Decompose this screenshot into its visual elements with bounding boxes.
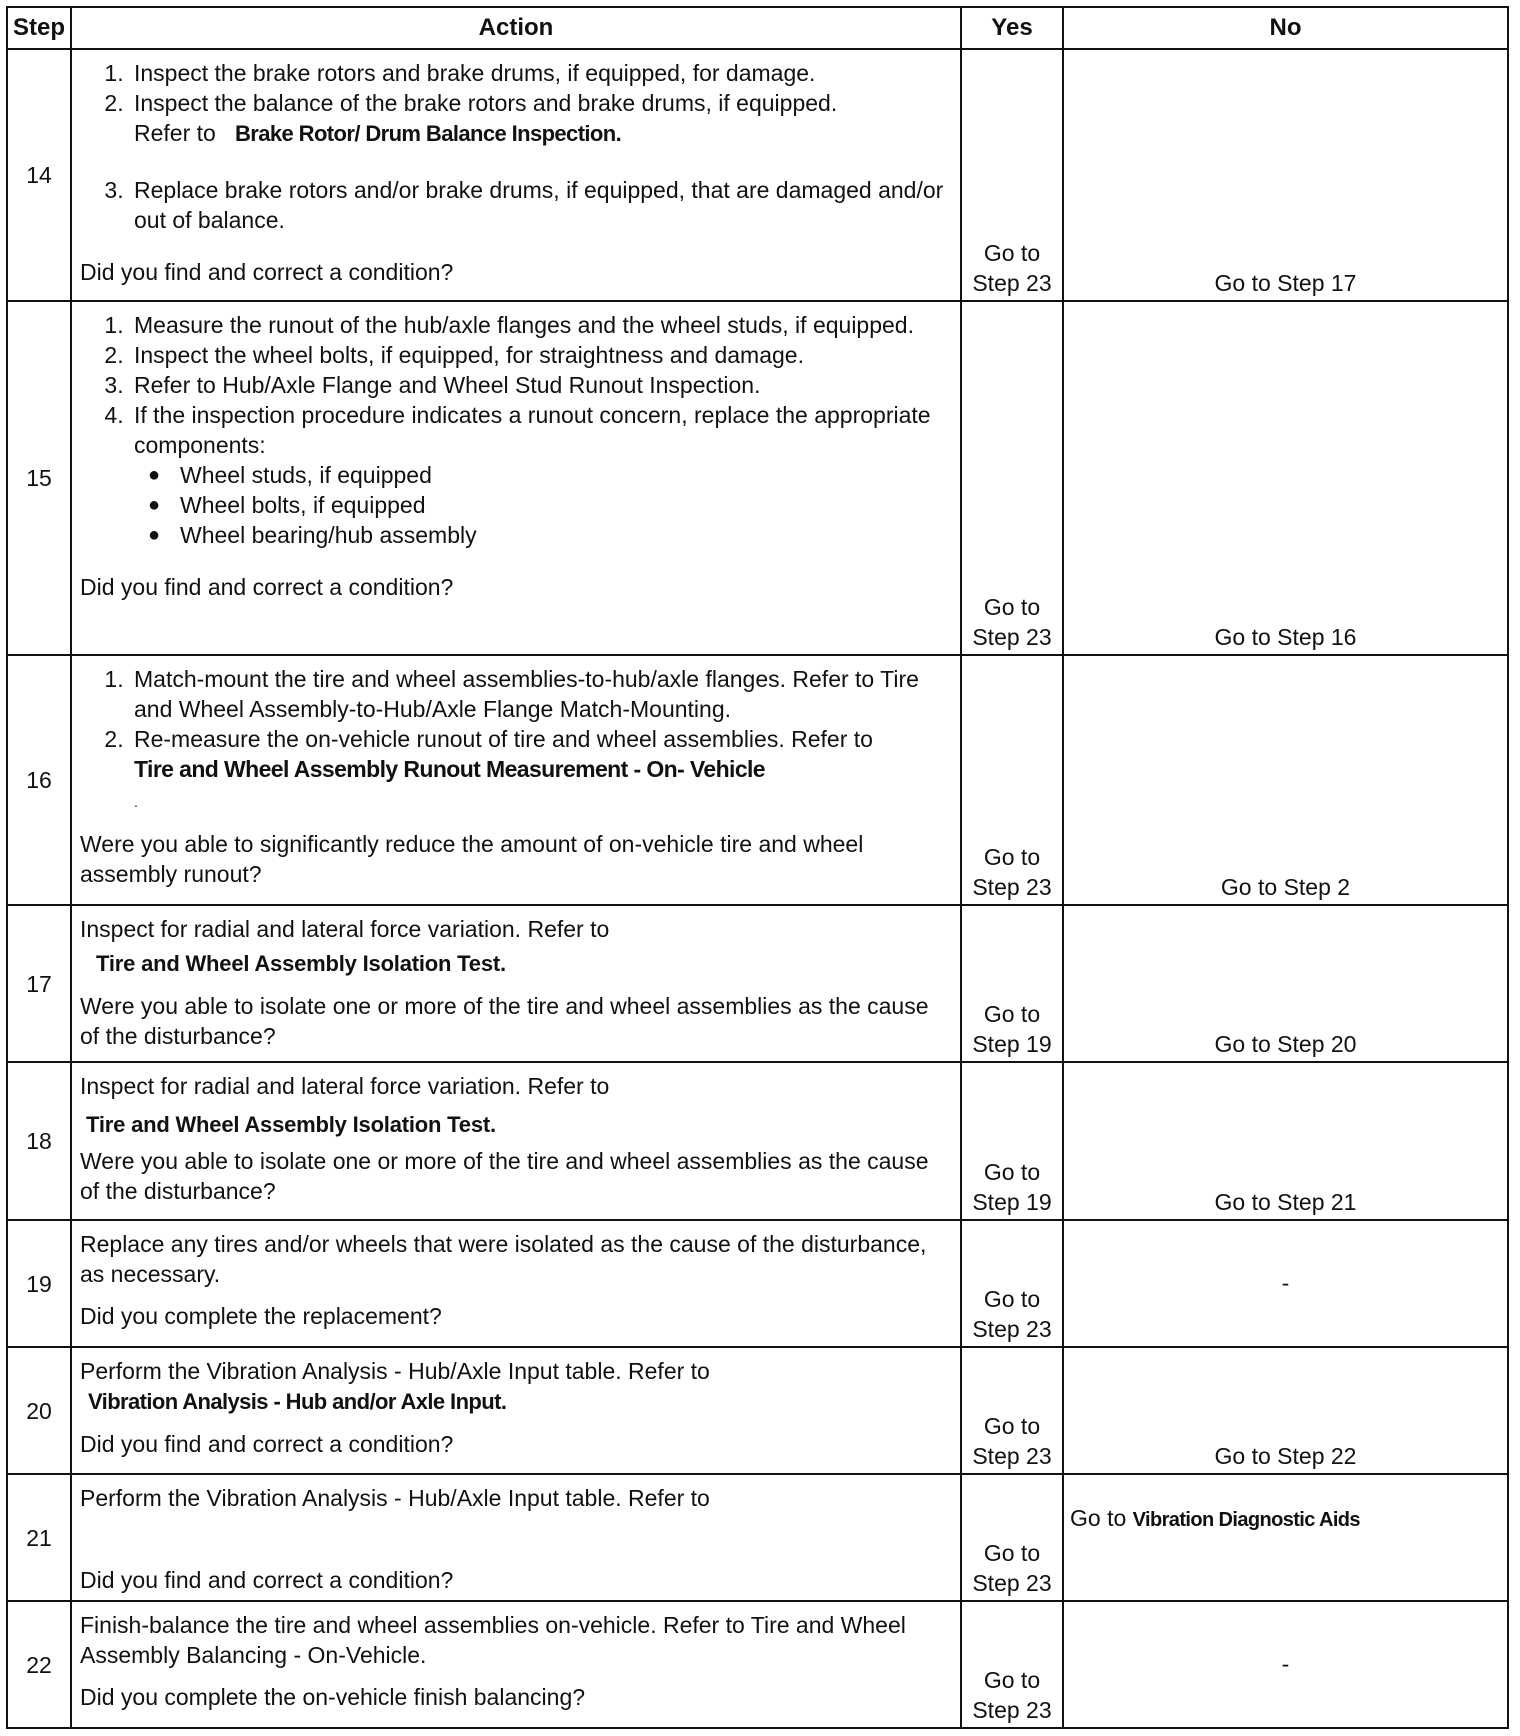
table-row: [7, 1474, 1508, 1601]
table-row: [7, 1347, 1508, 1474]
question: Were you able to isolate one or more of the tire and wheel assemblies as the cause of the disturbance?: [80, 993, 929, 1049]
yes-action[interactable]: Go to Step 23: [961, 655, 1063, 905]
step-number: 22: [7, 1601, 71, 1728]
action-cell: [71, 301, 961, 655]
table-row: [7, 655, 1508, 905]
step-number: 19: [7, 1220, 71, 1347]
yes-action[interactable]: Go to Step 23: [961, 301, 1063, 655]
yes-action[interactable]: Go to Step 23: [961, 1601, 1063, 1728]
refer-prefix: Refer to: [134, 120, 216, 146]
action-item: 4. If the inspection procedure indicates a runout concern, replace the appropriate components:: [130, 400, 950, 460]
no-action[interactable]: Go to Step 17: [1063, 49, 1508, 301]
reference-link[interactable]: Tire and Wheel Assembly Isolation Test.: [96, 951, 506, 976]
step-number: 21: [7, 1474, 71, 1601]
reference-link[interactable]: Vibration Diagnostic Aids: [1132, 1508, 1360, 1531]
step-number: 17: [7, 905, 71, 1062]
question: Did you complete the on-vehicle finish balancing?: [80, 1684, 586, 1710]
header-step: Step: [7, 7, 71, 49]
no-action[interactable]: Go to Step 22: [1063, 1347, 1508, 1474]
action-item: 2. Inspect the wheel bolts, if equipped, for straightness and damage.: [130, 340, 950, 370]
reference-link[interactable]: Brake Rotor/ Drum Balance Inspection.: [235, 121, 622, 146]
question: Did you find and correct a condition?: [80, 574, 454, 600]
step-number: 20: [7, 1347, 71, 1474]
table-row: [7, 905, 1508, 1062]
yes-action[interactable]: Go to Step 19: [961, 1062, 1063, 1220]
no-action[interactable]: Go to Step 2: [1063, 655, 1508, 905]
action-item: 1. Inspect the brake rotors and brake drums, if equipped, for damage.: [130, 58, 950, 88]
header-no: No: [1063, 7, 1508, 49]
diagnostic-table: [6, 6, 1509, 1729]
reference-link[interactable]: Tire and Wheel Assembly Isolation Test.: [86, 1112, 496, 1137]
bullet-item: ● Wheel studs, if equipped: [180, 460, 950, 490]
no-prefix: Go to: [1070, 1504, 1127, 1531]
action-cell: [71, 655, 961, 905]
question: Did you complete the replacement?: [80, 1303, 442, 1329]
no-action[interactable]: Go to Step 20: [1063, 905, 1508, 1062]
table-row: [7, 49, 1508, 301]
table-row: [7, 1220, 1508, 1347]
no-action: -: [1063, 1601, 1508, 1728]
step-number: 18: [7, 1062, 71, 1220]
action-cell: [71, 905, 961, 1062]
question: Did you find and correct a condition?: [80, 259, 454, 285]
action-text: Replace any tires and/or wheels that were isolated as the cause of the disturbance, as necessary.: [80, 1231, 927, 1287]
step-number: 14: [7, 49, 71, 301]
yes-action[interactable]: Go to Step 23: [961, 1347, 1063, 1474]
action-cell: [71, 49, 961, 301]
dot: .: [134, 794, 138, 810]
step-number: 15: [7, 301, 71, 655]
action-text: Perform the Vibration Analysis - Hub/Axle Input table. Refer to: [80, 1485, 710, 1511]
action-item: 1. Measure the runout of the hub/axle flanges and the wheel studs, if equipped.: [130, 310, 950, 340]
action-item: 2. Inspect the balance of the brake rotors and brake drums, if equipped. Refer to Brake Rotor/ Drum Balance Inspection.: [130, 88, 950, 149]
question: Did you find and correct a condition?: [80, 1431, 454, 1457]
table-row: [7, 301, 1508, 655]
reference-link[interactable]: Tire and Wheel Assembly Runout Measurement - On- Vehicle: [134, 756, 765, 782]
action-item: 2. Re-measure the on-vehicle runout of tire and wheel assemblies. Refer to Tire and Wheel Assembly Runout Measurement - On- Vehicle .: [130, 724, 950, 817]
header-yes: Yes: [961, 7, 1063, 49]
action-cell: [71, 1062, 961, 1220]
action-cell: [71, 1474, 961, 1601]
action-item: 3. Replace brake rotors and/or brake drums, if equipped, that are damaged and/or out of balance.: [130, 175, 950, 235]
action-text: Inspect for radial and lateral force variation. Refer to: [80, 916, 610, 942]
action-cell: [71, 1220, 961, 1347]
no-action: -: [1063, 1220, 1508, 1347]
yes-action[interactable]: Go to Step 23: [961, 1474, 1063, 1601]
no-action[interactable]: [1063, 1474, 1508, 1601]
action-cell: [71, 1347, 961, 1474]
action-text: Inspect for radial and lateral force variation. Refer to: [80, 1073, 610, 1099]
question: Were you able to isolate one or more of the tire and wheel assemblies as the cause of the disturbance?: [80, 1148, 929, 1204]
yes-action[interactable]: Go to Step 23: [961, 1220, 1063, 1347]
action-text: Finish-balance the tire and wheel assemblies on-vehicle. Refer to Tire and Wheel Assembly Balancing - On-Vehicle.: [80, 1612, 906, 1668]
no-action[interactable]: Go to Step 21: [1063, 1062, 1508, 1220]
header-row: [7, 7, 1508, 49]
action-item: 3. Refer to Hub/Axle Flange and Wheel Stud Runout Inspection.: [130, 370, 950, 400]
table-row: [7, 1601, 1508, 1728]
action-text: Perform the Vibration Analysis - Hub/Axle Input table. Refer to: [80, 1358, 710, 1384]
question: Did you find and correct a condition?: [80, 1567, 454, 1593]
reference-link[interactable]: Vibration Analysis - Hub and/or Axle Input.: [88, 1389, 507, 1414]
header-action: Action: [71, 7, 961, 49]
bullet-item: ● Wheel bearing/hub assembly: [180, 520, 950, 550]
action-item: 1. Match-mount the tire and wheel assemblies-to-hub/axle flanges. Refer to Tire and Wheel Assembly-to-Hub/Axle Flange Match-Mounting.: [130, 664, 950, 724]
no-action[interactable]: Go to Step 16: [1063, 301, 1508, 655]
yes-action[interactable]: Go to Step 23: [961, 49, 1063, 301]
bullet-item: ● Wheel bolts, if equipped: [180, 490, 950, 520]
yes-action[interactable]: Go to Step 19: [961, 905, 1063, 1062]
action-cell: [71, 1601, 961, 1728]
table-row: [7, 1062, 1508, 1220]
question: Were you able to significantly reduce the amount of on-vehicle tire and wheel assembly runout?: [80, 831, 864, 887]
step-number: 16: [7, 655, 71, 905]
